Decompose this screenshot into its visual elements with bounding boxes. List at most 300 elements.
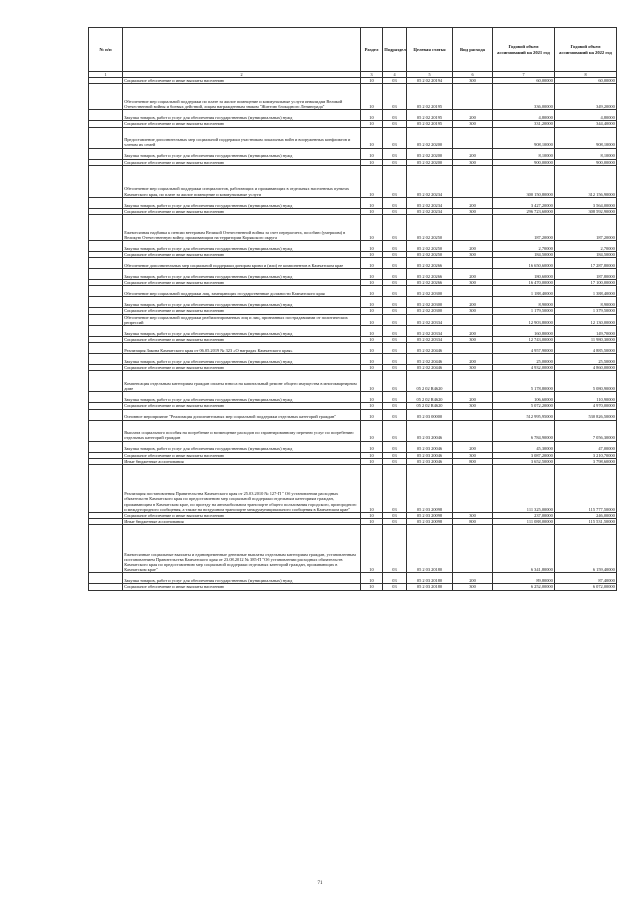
razdel-cell: 10	[361, 354, 383, 365]
num-cell	[89, 165, 123, 197]
razdel-cell: 10	[361, 584, 383, 590]
razdel-cell: 10	[361, 241, 383, 252]
amount-2022-cell: 187,80000	[555, 269, 617, 280]
header-podrazdel: Подраздел	[383, 28, 407, 72]
expense-type-cell: 200	[453, 441, 493, 452]
table-row	[89, 286, 617, 297]
num-cell	[89, 420, 123, 441]
target-article-cell: 05 2 03 20180	[407, 525, 453, 573]
expense-type-cell	[453, 165, 493, 197]
amount-2021-cell: 237,00000	[493, 513, 555, 519]
row-name: Выплата социального пособия на погребение и возмещение расходов по гарантированному перечню услуг по погребению отдельных категорий граждан	[123, 420, 361, 441]
target-article-cell: 05 2 03 20098	[407, 465, 453, 513]
amount-2022-cell: 12 130,00000	[555, 314, 617, 325]
amount-2022-cell: 908,10000	[555, 127, 617, 148]
target-article-cell: 05 2 03 00000	[407, 409, 453, 420]
row-name: Закупка товаров, работ и услуг для обеспечения государственных (муниципальных) нужд	[123, 354, 361, 365]
amount-2021-cell: 900,00000	[493, 159, 555, 165]
amount-2022-cell: 8,10000	[555, 148, 617, 159]
target-article-cell: 05 2 02 20234	[407, 165, 453, 197]
amount-2022-cell: 312 156,90000	[555, 165, 617, 197]
amount-2022-cell: 8,90000	[555, 297, 617, 308]
amount-2022-cell: 246,00000	[555, 513, 617, 519]
expense-type-cell: 200	[453, 354, 493, 365]
num-cell	[89, 127, 123, 148]
expense-type-cell: 300	[453, 403, 493, 409]
amount-2022-cell: 1 388,40000	[555, 286, 617, 297]
column-number: 8	[555, 72, 617, 78]
podrazdel-cell: 03	[383, 127, 407, 148]
amount-2022-cell: 1 379,50000	[555, 308, 617, 314]
expense-type-cell	[453, 465, 493, 513]
razdel-cell: 10	[361, 519, 383, 525]
budget-table	[88, 27, 617, 591]
amount-2022-cell: 149,70000	[555, 326, 617, 337]
num-cell	[89, 314, 123, 325]
expense-type-cell: 200	[453, 297, 493, 308]
expense-type-cell	[453, 420, 493, 441]
expense-type-cell: 200	[453, 392, 493, 403]
expense-type-cell	[453, 409, 493, 420]
num-cell	[89, 269, 123, 280]
amount-2021-cell: 16 650,60000	[493, 258, 555, 269]
amount-2021-cell: 908,10000	[493, 127, 555, 148]
target-article-cell: 05 2 02 20266	[407, 269, 453, 280]
num-cell	[89, 286, 123, 297]
row-name: Закупка товаров, работ и услуг для обеспечения государственных (муниципальных) нужд	[123, 110, 361, 121]
row-name: Закупка товаров, работ и услуг для обеспечения государственных (муниципальных) нужд	[123, 297, 361, 308]
target-article-cell: 05 2 02 20334	[407, 326, 453, 337]
target-article-cell: 05 2 02 20234	[407, 208, 453, 214]
row-name: Обеспечение мер социальной поддержки реабилитированных лиц и лиц, признанных пострадавшими от политических репрессий	[123, 314, 361, 325]
podrazdel-cell: 03	[383, 420, 407, 441]
amount-2021-cell: 3 427,20000	[493, 197, 555, 208]
table-row	[89, 573, 617, 584]
table-row	[89, 584, 617, 590]
table-row	[89, 465, 617, 513]
podrazdel-cell: 03	[383, 525, 407, 573]
table-row	[89, 127, 617, 148]
expense-type-cell	[453, 215, 493, 241]
column-number: 2	[123, 72, 361, 78]
expense-type-cell: 200	[453, 110, 493, 121]
razdel-cell: 10	[361, 465, 383, 513]
podrazdel-cell: 03	[383, 371, 407, 392]
razdel-cell: 10	[361, 343, 383, 354]
expense-type-cell: 300	[453, 308, 493, 314]
razdel-cell: 10	[361, 280, 383, 286]
row-name: Социальное обеспечение и иные выплаты населению	[123, 78, 361, 84]
row-name: Иные бюджетные ассигнования	[123, 519, 361, 525]
expense-type-cell: 300	[453, 365, 493, 371]
amount-2021-cell: 45,30000	[493, 441, 555, 452]
row-name: Обеспечение мер социальной поддержки специалистов, работающих и проживающих в отдельных населенных пунктах Камчатского края, по плате за жилое помещение и коммунальные услуги	[123, 165, 361, 197]
table-row	[89, 314, 617, 325]
table-row	[89, 420, 617, 441]
target-article-cell: 05 2 02 20234	[407, 197, 453, 208]
amount-2022-cell: 4 970,00000	[555, 403, 617, 409]
amount-2021-cell: 3 652,50000	[493, 458, 555, 464]
amount-2021-cell: 160,80000	[493, 326, 555, 337]
expense-type-cell: 300	[453, 252, 493, 258]
amount-2022-cell: 25,50000	[555, 354, 617, 365]
razdel-cell: 10	[361, 84, 383, 110]
razdel-cell: 10	[361, 452, 383, 458]
target-article-cell: 05 2 03 20098	[407, 513, 453, 519]
num-cell	[89, 409, 123, 420]
target-article-cell: 05 2 02 20300	[407, 297, 453, 308]
podrazdel-cell: 03	[383, 573, 407, 584]
amount-2021-cell: 25,00000	[493, 354, 555, 365]
row-name: Социальное обеспечение и иные выплаты населению	[123, 159, 361, 165]
column-number: 7	[493, 72, 555, 78]
amount-2021-cell: 1 188,40000	[493, 286, 555, 297]
amount-2021-cell: 4 957,90000	[493, 343, 555, 354]
num-cell	[89, 525, 123, 573]
podrazdel-cell: 03	[383, 409, 407, 420]
expense-type-cell: 200	[453, 148, 493, 159]
expense-type-cell: 300	[453, 337, 493, 343]
amount-2022-cell: 110,90000	[555, 392, 617, 403]
razdel-cell: 10	[361, 365, 383, 371]
target-article-cell: 05 2 03 20046	[407, 420, 453, 441]
expense-type-cell	[453, 127, 493, 148]
table-row	[89, 297, 617, 308]
page-number: 71	[317, 881, 323, 886]
num-cell	[89, 371, 123, 392]
expense-type-cell	[453, 343, 493, 354]
razdel-cell: 10	[361, 441, 383, 452]
table-row	[89, 343, 617, 354]
razdel-cell: 10	[361, 286, 383, 297]
amount-2022-cell: 6 159,40000	[555, 525, 617, 573]
razdel-cell: 10	[361, 326, 383, 337]
razdel-cell: 10	[361, 165, 383, 197]
amount-2021-cell: 60,00000	[493, 78, 555, 84]
podrazdel-cell: 03	[383, 441, 407, 452]
podrazdel-cell: 03	[383, 280, 407, 286]
amount-2021-cell: 180,60000	[493, 269, 555, 280]
header-amount-2022: Годовой объем ассигнований на 2022 год	[555, 28, 617, 72]
num-cell	[89, 354, 123, 365]
amount-2021-cell: 331,20000	[493, 121, 555, 127]
amount-2022-cell: 900,00000	[555, 159, 617, 165]
target-article-cell: 05 2 02 20250	[407, 252, 453, 258]
row-name: Закупка товаров, работ и услуг для обеспечения государственных (муниципальных) нужд	[123, 326, 361, 337]
amount-2021-cell: 111 088,00000	[493, 519, 555, 525]
row-name: Социальное обеспечение и иные выплаты населению	[123, 280, 361, 286]
expense-type-cell: 300	[453, 513, 493, 519]
podrazdel-cell: 03	[383, 452, 407, 458]
amount-2022-cell: 60,00000	[555, 78, 617, 84]
expense-type-cell: 200	[453, 269, 493, 280]
row-name: Закупка товаров, работ и услуг для обеспечения государственных (муниципальных) нужд	[123, 441, 361, 452]
column-number: 6	[453, 72, 493, 78]
target-article-cell: 05 2 02 20300	[407, 286, 453, 297]
razdel-cell: 10	[361, 403, 383, 409]
amount-2021-cell: 8,90000	[493, 297, 555, 308]
podrazdel-cell: 03	[383, 365, 407, 371]
expense-type-cell: 300	[453, 452, 493, 458]
amount-2022-cell: 115 531,50000	[555, 519, 617, 525]
expense-type-cell: 300	[453, 584, 493, 590]
amount-2022-cell: 7 056,30000	[555, 420, 617, 441]
razdel-cell: 10	[361, 208, 383, 214]
podrazdel-cell: 03	[383, 519, 407, 525]
num-cell	[89, 110, 123, 121]
podrazdel-cell: 03	[383, 215, 407, 241]
expense-type-cell: 300	[453, 78, 493, 84]
podrazdel-cell: 03	[383, 343, 407, 354]
row-name: Основное мероприятие "Реализация дополнительных мер социальной поддержки отдельных категорий граждан"	[123, 409, 361, 420]
podrazdel-cell: 03	[383, 258, 407, 269]
table-row	[89, 215, 617, 241]
row-name: Компенсация отдельным категориям граждан оплаты взноса на капитальный ремонт общего имущества в многоквартирном доме	[123, 371, 361, 392]
table-row	[89, 409, 617, 420]
razdel-cell: 10	[361, 573, 383, 584]
amount-2022-cell: 4 860,00000	[555, 365, 617, 371]
row-name: Социальное обеспечение и иные выплаты населению	[123, 452, 361, 458]
header-expense-type: Вид расхода	[453, 28, 493, 72]
amount-2021-cell: 12 743,00000	[493, 337, 555, 343]
header-name	[123, 28, 361, 72]
num-cell	[89, 584, 123, 590]
row-name: Социальное обеспечение и иные выплаты населению	[123, 365, 361, 371]
table-row	[89, 241, 617, 252]
target-article-cell: 05 2 03 20046	[407, 452, 453, 458]
target-article-cell: 05 2 02 20446	[407, 354, 453, 365]
header-razdel: Раздел	[361, 28, 383, 72]
column-number: 3	[361, 72, 383, 78]
podrazdel-cell: 03	[383, 165, 407, 197]
podrazdel-cell: 03	[383, 84, 407, 110]
row-name: Социальное обеспечение и иные выплаты населению	[123, 584, 361, 590]
expense-type-cell	[453, 371, 493, 392]
expense-type-cell: 800	[453, 519, 493, 525]
target-article-cell: 05 2 02 20195	[407, 84, 453, 110]
amount-2021-cell: 512 995,95000	[493, 409, 555, 420]
amount-2022-cell: 4,80000	[555, 110, 617, 121]
amount-2021-cell: 296 723,60000	[493, 208, 555, 214]
podrazdel-cell: 03	[383, 392, 407, 403]
header-num: № п/п	[89, 28, 123, 72]
podrazdel-cell: 03	[383, 197, 407, 208]
expense-type-cell: 200	[453, 326, 493, 337]
table-row	[89, 148, 617, 159]
amount-2022-cell: 2,70000	[555, 241, 617, 252]
column-number: 5	[407, 72, 453, 78]
razdel-cell: 10	[361, 525, 383, 573]
target-article-cell: 05 2 02 20446	[407, 365, 453, 371]
amount-2022-cell: 6 072,00000	[555, 584, 617, 590]
row-name: Социальное обеспечение и иные выплаты населению	[123, 337, 361, 343]
razdel-cell: 10	[361, 420, 383, 441]
amount-2021-cell: 6 784,90000	[493, 420, 555, 441]
razdel-cell: 10	[361, 78, 383, 84]
amount-2021-cell: 187,20000	[493, 215, 555, 241]
row-name: Социальное обеспечение и иные выплаты населению	[123, 513, 361, 519]
expense-type-cell: 200	[453, 241, 493, 252]
expense-type-cell: 200	[453, 573, 493, 584]
amount-2022-cell: 349,20000	[555, 84, 617, 110]
amount-2022-cell: 17 100,00000	[555, 280, 617, 286]
razdel-cell: 10	[361, 215, 383, 241]
table-header-row	[89, 28, 617, 72]
table-row	[89, 354, 617, 365]
amount-2021-cell: 336,00000	[493, 84, 555, 110]
amount-2022-cell: 344,40000	[555, 121, 617, 127]
row-name: Обеспечение дополнительных мер социальной поддержки донорам крови и (или) ее компонентов в Камчатском крае	[123, 258, 361, 269]
podrazdel-cell: 03	[383, 337, 407, 343]
razdel-cell: 10	[361, 337, 383, 343]
amount-2021-cell: 6 252,00000	[493, 584, 555, 590]
target-article-cell: 05 2 02 R4620	[407, 403, 453, 409]
podrazdel-cell: 03	[383, 297, 407, 308]
target-article-cell: 05 2 02 20300	[407, 308, 453, 314]
amount-2022-cell: 87,40000	[555, 573, 617, 584]
razdel-cell: 10	[361, 513, 383, 519]
amount-2021-cell: 3 087,20000	[493, 452, 555, 458]
podrazdel-cell: 03	[383, 159, 407, 165]
target-article-cell: 05 2 02 20200	[407, 127, 453, 148]
amount-2021-cell: 89,80000	[493, 573, 555, 584]
row-name: Закупка товаров, работ и услуг для обеспечения государственных (муниципальных) нужд	[123, 148, 361, 159]
expense-type-cell	[453, 258, 493, 269]
num-cell	[89, 148, 123, 159]
target-article-cell: 05 2 02 20194	[407, 78, 453, 84]
row-name: Иные бюджетные ассигнования	[123, 458, 361, 464]
target-article-cell: 05 2 02 20266	[407, 258, 453, 269]
amount-2022-cell: 530 826,50000	[555, 409, 617, 420]
table-row	[89, 197, 617, 208]
razdel-cell: 10	[361, 308, 383, 314]
target-article-cell: 05 2 02 20334	[407, 314, 453, 325]
column-number: 4	[383, 72, 407, 78]
table-row	[89, 392, 617, 403]
row-name: Обеспечение мер социальной поддержки по плате за жилое помещение и коммунальные услуги инвалидам Великой Отечественной войны и боевых действий, лицам награжденным знаком "Жителю блокадного Ленинграда"	[123, 84, 361, 110]
row-name: Закупка товаров, работ и услуг для обеспечения государственных (муниципальных) нужд	[123, 573, 361, 584]
podrazdel-cell: 03	[383, 148, 407, 159]
razdel-cell: 10	[361, 252, 383, 258]
expense-type-cell	[453, 286, 493, 297]
num-cell	[89, 392, 123, 403]
budget-document	[88, 27, 616, 591]
num-cell	[89, 573, 123, 584]
row-name: Социальное обеспечение и иные выплаты населению	[123, 403, 361, 409]
target-article-cell: 05 2 02 20446	[407, 343, 453, 354]
razdel-cell: 10	[361, 159, 383, 165]
row-name: Социальное обеспечение и иные выплаты населению	[123, 308, 361, 314]
num-cell	[89, 326, 123, 337]
amount-2022-cell: 187,20000	[555, 215, 617, 241]
table-row	[89, 84, 617, 110]
expense-type-cell	[453, 314, 493, 325]
razdel-cell: 10	[361, 110, 383, 121]
amount-2022-cell: 11 980,30000	[555, 337, 617, 343]
razdel-cell: 10	[361, 458, 383, 464]
amount-2021-cell: 184,50000	[493, 252, 555, 258]
podrazdel-cell: 03	[383, 513, 407, 519]
column-number: 1	[89, 72, 123, 78]
amount-2021-cell: 12 903,80000	[493, 314, 555, 325]
table-row	[89, 258, 617, 269]
podrazdel-cell: 03	[383, 354, 407, 365]
target-article-cell: 05 2 02 20195	[407, 110, 453, 121]
row-name: Ежемесячные социальные выплаты и единовременные денежные выплаты отдельным категориям граждан, установленным постановлением Правительства Камчатского края от 23.08.2012 № 385-П "Об установлении расходных обязательств Камчатского края по предоставлению мер социальной поддержки отдельных категорий граждан, проживающих в Камчатском крае"	[123, 525, 361, 573]
podrazdel-cell: 03	[383, 252, 407, 258]
razdel-cell: 10	[361, 409, 383, 420]
podrazdel-cell: 03	[383, 269, 407, 280]
razdel-cell: 10	[361, 148, 383, 159]
target-article-cell: 05 2 03 20046	[407, 441, 453, 452]
row-name: Обеспечение мер социальной поддержки лиц, замещающих государственные должности Камчатского края	[123, 286, 361, 297]
amount-2022-cell: 3 564,00000	[555, 197, 617, 208]
amount-2021-cell: 1 179,50000	[493, 308, 555, 314]
podrazdel-cell: 03	[383, 326, 407, 337]
target-article-cell: 05 2 03 20180	[407, 573, 453, 584]
target-article-cell: 05 2 02 20250	[407, 215, 453, 241]
table-row	[89, 165, 617, 197]
num-cell	[89, 197, 123, 208]
podrazdel-cell: 03	[383, 241, 407, 252]
num-cell	[89, 241, 123, 252]
amount-2022-cell: 3 210,70000	[555, 452, 617, 458]
expense-type-cell: 300	[453, 159, 493, 165]
table-row	[89, 441, 617, 452]
num-cell	[89, 258, 123, 269]
amount-2021-cell: 8,10000	[493, 148, 555, 159]
target-article-cell: 05 2 02 20266	[407, 280, 453, 286]
table-row	[89, 371, 617, 392]
razdel-cell: 10	[361, 314, 383, 325]
podrazdel-cell: 03	[383, 308, 407, 314]
amount-2021-cell: 4,80000	[493, 110, 555, 121]
razdel-cell: 10	[361, 371, 383, 392]
expense-type-cell	[453, 84, 493, 110]
row-name: Социальное обеспечение и иные выплаты населению	[123, 252, 361, 258]
target-article-cell: 05 2 03 20180	[407, 584, 453, 590]
num-cell	[89, 215, 123, 241]
expense-type-cell: 300	[453, 208, 493, 214]
row-name: Закупка товаров, работ и услуг для обеспечения государственных (муниципальных) нужд	[123, 197, 361, 208]
amount-2022-cell: 184,50000	[555, 252, 617, 258]
amount-2022-cell: 47,00000	[555, 441, 617, 452]
row-name: Ежемесячная надбавка к пенсии ветеранам Великой Отечественной войны за счет перерасчета, пособию (умершим) в Великую Отечественную войну, проживающим на территории Корякского округа	[123, 215, 361, 241]
amount-2022-cell: 17 287,80000	[555, 258, 617, 269]
razdel-cell: 10	[361, 269, 383, 280]
razdel-cell: 10	[361, 127, 383, 148]
podrazdel-cell: 03	[383, 121, 407, 127]
podrazdel-cell: 03	[383, 465, 407, 513]
podrazdel-cell: 03	[383, 208, 407, 214]
amount-2021-cell: 6 341,80000	[493, 525, 555, 573]
amount-2022-cell: 4 885,50000	[555, 343, 617, 354]
target-article-cell: 05 2 02 20250	[407, 241, 453, 252]
podrazdel-cell: 03	[383, 314, 407, 325]
amount-2021-cell: 2,70000	[493, 241, 555, 252]
target-article-cell: 05 2 02 20334	[407, 337, 453, 343]
num-cell	[89, 465, 123, 513]
expense-type-cell: 300	[453, 121, 493, 127]
num-cell	[89, 441, 123, 452]
target-article-cell: 05 2 02 20200	[407, 148, 453, 159]
num-cell	[89, 84, 123, 110]
amount-2022-cell: 308 592,90000	[555, 208, 617, 214]
amount-2021-cell: 16 470,00000	[493, 280, 555, 286]
amount-2021-cell: 4 932,00000	[493, 365, 555, 371]
row-name: Закупка товаров, работ и услуг для обеспечения государственных (муниципальных) нужд	[123, 269, 361, 280]
amount-2021-cell: 106,60000	[493, 392, 555, 403]
